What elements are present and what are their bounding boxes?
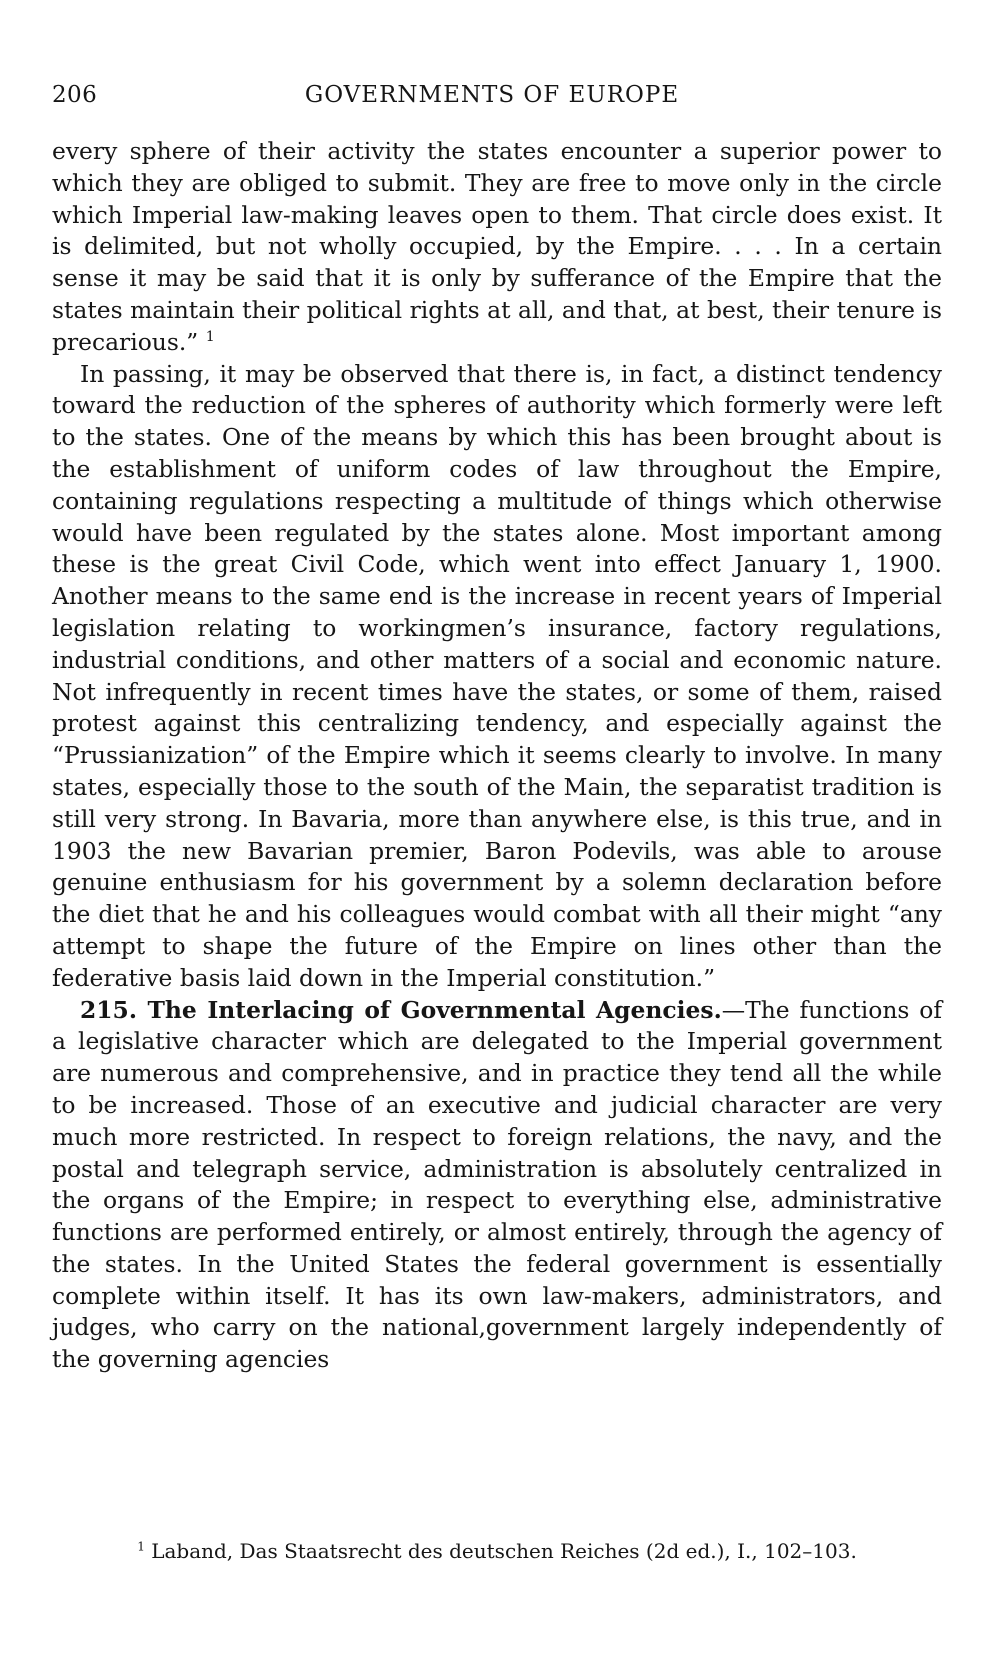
- paragraph-centralization: [52, 359, 942, 995]
- paragraph-text: In passing, it may be observed that there is, in fact, a distinct tendency toward the reduction of the spheres of authority which formerly were left to the states. One of the means by which this has been brought about is the establishment of uniform codes of law throughout the Empire, containing regulations respecting a multitude of things which otherwise would have been regulated by the states alone. Most important among these is the great Civil Code, which went into effect January 1, 1900. Another means to the same end is the increase in recent years of Imperial legislation relating to workingmen’s insurance, factory regulations, industrial conditions, and other matters of a social and economic nature. Not infrequently in recent times have the states, or some of them, raised protest against this centralizing tendency, and especially against the “Prussianization” of the Empire which it seems clearly to involve. In many states, especially those to the south of the Main, the separatist tradition is still very strong. In Bavaria, more than anywhere else, is this true, and in 1903 the new Bavarian premier, Baron Podevils, was able to arouse genuine enthusiasm for his government by a solemn declaration before the diet that he and his colleagues would combat with all their might “any attempt to shape the future of the Empire on lines other than the federative basis laid down in the Imperial constitution.”: [52, 359, 942, 992]
- page-number: 206: [52, 82, 98, 108]
- paragraph-section-215: [52, 995, 942, 1377]
- footnote: [52, 1538, 942, 1564]
- paragraph-text: —The functions of a legislative character which are delegated to the Imperial government are numerous and comprehensive, and in practice they tend all the while to be increased. Those of an executive and judicial character are very much more restricted. In respect to foreign relations, the navy, and the postal and telegraph service, administration is absolutely centralized in the organs of the Empire; in respect to everything else, administrative functions are performed entirely, or almost entirely, through the agency of the states. In the United States the federal government is essentially complete within itself. It has its own law-makers, administrators, and judges, who carry on the national,government largely independently of the governing agencies: [52, 995, 942, 1374]
- running-title: GOVERNMENTS OF EUROPE: [304, 82, 680, 108]
- running-head: [52, 82, 932, 116]
- body-text: [52, 136, 942, 1376]
- paragraph-text: every sphere of their activity the states encounter a superior power to which they are obliged to submit. They are free to move only in the circle which Imperial law-making leaves open to them. That circle does exist. It is delimited, but not wholly occupied, by the Empire. . . . In a certain sense it may be said that it is only by sufferance of the Empire that the states maintain their political rights at all, and that, at best, their tenure is precarious.”: [52, 137, 942, 356]
- paragraph-quote-continuation: [52, 136, 942, 359]
- footnote-text: Laband, Das Staatsrecht des deutschen Reiches (2d ed.), I., 102–103.: [151, 1539, 857, 1563]
- footnote-marker: 1: [137, 1539, 145, 1554]
- section-heading: 215. The Interlacing of Governmental Agencies.: [80, 995, 722, 1024]
- footnote-reference: 1: [205, 328, 215, 345]
